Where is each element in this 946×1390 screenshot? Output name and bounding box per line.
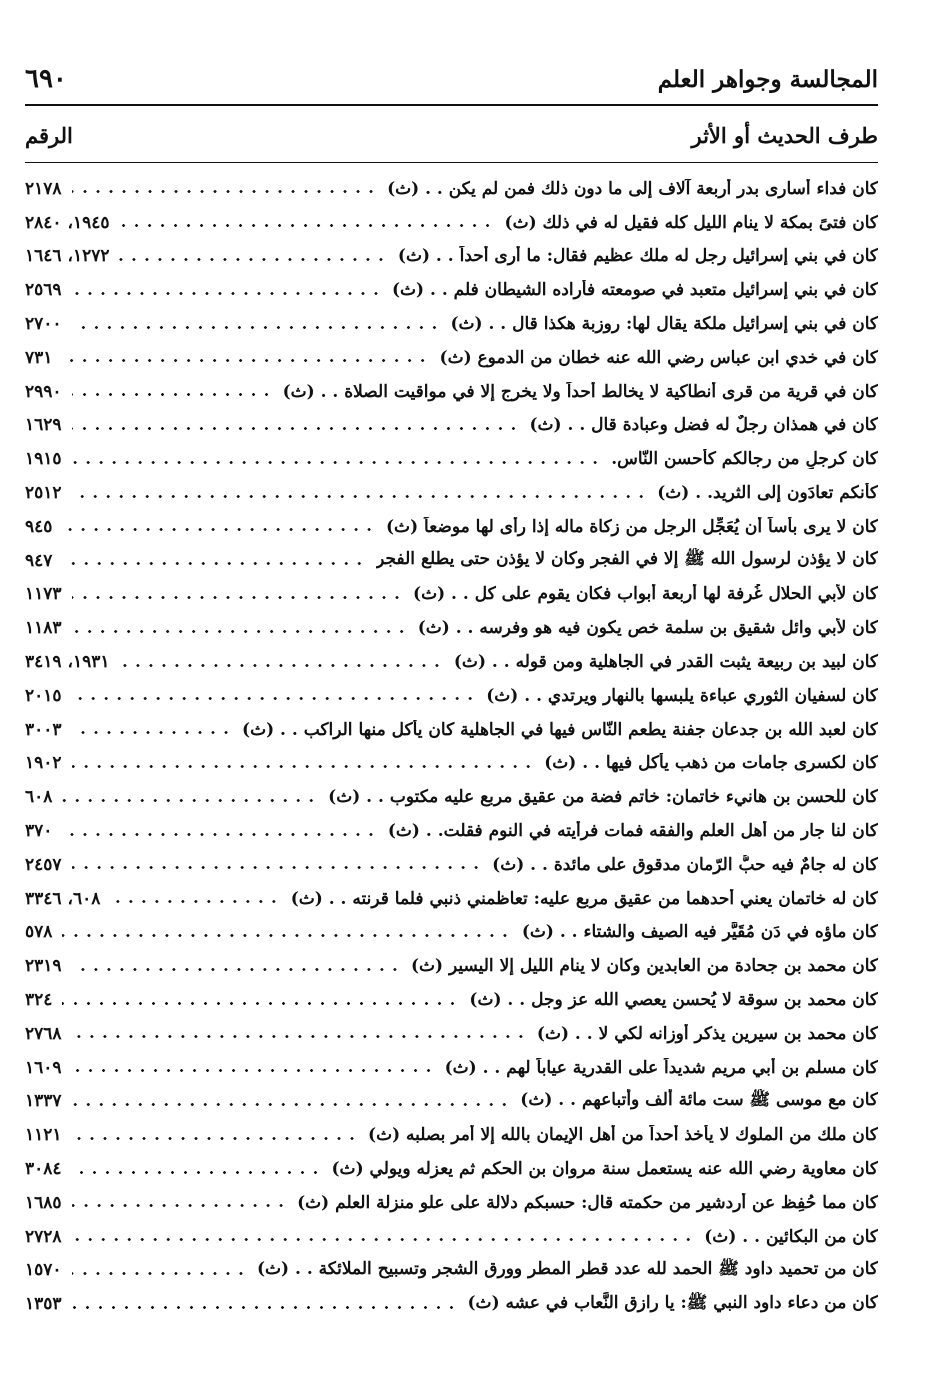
dot-leader <box>72 1171 322 1174</box>
index-entry <box>25 747 878 781</box>
entry-number: ٢٧٠٠ <box>25 314 62 335</box>
entry-number: ١٢٧٢، ١٦٤٦ <box>25 246 110 267</box>
index-entry <box>25 544 878 578</box>
entry-number: ٩٤٧ <box>25 550 53 571</box>
index-entry <box>25 409 878 443</box>
entry-number: ٢١٧٨ <box>25 178 62 199</box>
index-entry <box>25 645 878 679</box>
dot-leader <box>72 1035 527 1038</box>
entry-text: كان في همذان رجلٌ له فضل وعبادة قال . . (ث) <box>529 415 878 436</box>
index-entry <box>25 341 878 375</box>
entry-text: كان في خدي ابن عباس رضي الله عنه خطان من الدموع (ث) <box>439 347 878 368</box>
page-number: ٦٩٠ <box>25 64 67 94</box>
entry-number: ١٩٣١، ٣٤١٩ <box>25 652 110 673</box>
index-entry <box>25 1152 878 1186</box>
entry-text: كان له جامٌ فيه حبُّ الرّمان مدقوق على مائدة . . (ث) <box>492 854 878 875</box>
entry-text: كان لكسرى جامات من ذهب يأكل فيها . . (ث) <box>544 753 878 774</box>
dot-leader <box>62 799 318 802</box>
entry-number: ٦٠٨، ٣٣٤٦ <box>25 888 101 909</box>
dot-leader <box>72 326 441 329</box>
entry-number: ١١٨٣ <box>25 618 62 639</box>
entry-text: كان لأبي الحلال غُرفة لها أربعة أبواب فكان يقوم على كل . . (ث) <box>413 584 878 605</box>
entry-text: كان له خاتمان يعني أحدهما من عقيق مربع عليه: تعاظمني ذنبي فلما قرنته . . (ث) <box>290 888 878 909</box>
index-entry <box>25 172 878 206</box>
index-entry <box>25 780 878 814</box>
dot-leader <box>72 630 408 633</box>
entry-text: كان ملك من الملوك لا يأخذ أحداً من أهل الإيمان بالله إلا أمر بصلبه (ث) <box>368 1125 878 1146</box>
index-entry <box>25 1118 878 1152</box>
entry-number: ٢٥١٢ <box>25 483 62 504</box>
dot-leader <box>119 664 443 667</box>
dot-leader <box>72 731 233 734</box>
index-entry <box>25 949 878 983</box>
entry-text: كان ماؤه في دَن مُقَيَّر فيه الصيف والشتاء . . (ث) <box>521 922 878 943</box>
entry-number: ١٣٣٧ <box>25 1091 62 1112</box>
entry-text: كان مع موسى ﷺ ست مائة ألف وأتباعهم . . (ث) <box>520 1089 878 1110</box>
entry-text: كان معاوية رضي الله عنه يستعمل سنة مروان بن الحكم ثم يعزله ويولي (ث) <box>331 1159 878 1179</box>
entry-text: كان لسفيان الثوري عباءة يلبسها بالنهار ويرتدي . . (ث) <box>486 685 878 706</box>
dot-leader <box>72 393 273 396</box>
index-entry <box>25 1186 878 1220</box>
dot-leader <box>72 1103 511 1106</box>
entry-number: ١٩٠٢ <box>25 753 62 774</box>
entry-number: ٧٣١ <box>25 347 53 368</box>
entry-number: ١٦٨٥ <box>25 1192 62 1213</box>
entry-text: كان في بني إسرائيل متعبد في صومعته فأراده الشيطان فلم . . (ث) <box>392 280 878 301</box>
entry-number: ٣٢٤ <box>25 990 53 1011</box>
dot-leader <box>72 190 378 193</box>
dot-leader <box>72 765 535 768</box>
entry-text: كان فتىً بمكة لا ينام الليل كله فقيل له في ذلك (ث) <box>504 212 878 233</box>
dot-leader <box>62 359 429 362</box>
entry-text: كان في بني إسرائيل رجل له ملك عظيم فقال: ما أرى أحداً . . (ث) <box>397 246 878 267</box>
entry-text: كان كرجلٍ من رجالكم كأحسن النّاس. <box>611 449 878 470</box>
entry-text: كان مسلم بن أبي مريم شديداً على القدرية عياباً لهم . . (ث) <box>444 1057 878 1078</box>
dot-leader <box>72 495 648 498</box>
dot-leader <box>62 934 511 937</box>
entry-number: ٢٤٥٧ <box>25 854 62 875</box>
entry-text: كان من تحميد داود ﷺ الحمد لله عدد قطر المطر وورق الشجر وتسبيح الملائكة . . (ث) <box>256 1258 878 1279</box>
entry-number: ٦٠٨ <box>25 787 53 808</box>
index-entry <box>25 611 878 645</box>
index-entry <box>25 882 878 916</box>
entry-number: ٣٧٠ <box>25 821 53 842</box>
dot-leader <box>72 292 382 295</box>
index-entry <box>25 1085 878 1119</box>
dot-leader <box>72 1137 359 1140</box>
entry-number: ٩٤٥ <box>25 516 53 537</box>
index-entry <box>25 1254 878 1288</box>
index-entry <box>25 375 878 409</box>
index-entry <box>25 814 878 848</box>
index-entry <box>25 240 878 274</box>
index-entries <box>25 172 878 1321</box>
entry-number: ٥٧٨ <box>25 922 53 943</box>
entry-number: ٢٥٦٩ <box>25 280 62 301</box>
index-entry <box>25 206 878 240</box>
entry-text: كان محمد بن سيرين يذكر أوزانه لكي لا . . (ث) <box>536 1023 878 1044</box>
entry-number: ٢٧٦٨ <box>25 1023 62 1044</box>
entry-text: كان لبيد بن ربيعة يثبت القدر في الجاهلية ومن قوله . . (ث) <box>453 652 878 673</box>
entry-number: ٢٧٢٨ <box>25 1226 62 1247</box>
index-entry <box>25 442 878 476</box>
header-divider <box>25 104 878 106</box>
index-entry <box>25 713 878 747</box>
dot-leader <box>72 1306 458 1309</box>
dot-leader <box>72 866 483 869</box>
entry-text: كان لا يرى بأساً أن يُعَجِّل الرجل من زكاة ماله إذا رأى لها موضعاً (ث) <box>386 516 878 537</box>
index-entry <box>25 476 878 510</box>
index-entry <box>25 510 878 544</box>
index-entry <box>25 916 878 950</box>
column-headers <box>25 112 878 158</box>
entry-number: ١٥٧٠ <box>25 1260 62 1281</box>
entry-text: كان مما حُفِظ عن أردشير من حكمته قال: حسبكم دلالة على علو منزلة العلم (ث) <box>297 1192 878 1213</box>
dot-leader <box>72 1238 695 1241</box>
index-entry <box>25 578 878 612</box>
hadith-column-header: طرف الحديث أو الأثر <box>691 122 878 148</box>
index-entry <box>25 1287 878 1321</box>
dot-leader <box>72 427 520 430</box>
dot-leader <box>62 528 376 531</box>
entry-text: كان فداء أسارى بدر أربعة آلاف إلى ما دون ذلك فمن لم يكن . . (ث) <box>387 178 878 199</box>
book-title: المجالسة وجواهر العلم <box>657 65 878 93</box>
dot-leader <box>72 461 602 464</box>
entry-text: كان محمد بن جحادة من العابدين وكان لا ينام الليل إلا اليسير (ث) <box>410 956 878 977</box>
entry-text: كأنكم تعادَون إلى الثريد. . (ث) <box>657 483 878 504</box>
entry-number: ٢٠١٥ <box>25 685 62 706</box>
entry-number: ١٦٢٩ <box>25 415 62 436</box>
index-entry <box>25 983 878 1017</box>
entry-number: ١٩٤٥، ٢٨٤٠ <box>25 212 110 233</box>
entry-number: ١١٧٣ <box>25 584 62 605</box>
entry-text: كان محمد بن سوقة لا يُحسن يعصي الله عز وجل . . (ث) <box>469 990 878 1011</box>
entry-number: ٢٩٩٠ <box>25 381 62 402</box>
entry-text: كان في قرية من قرى أنطاكية لا يخالط أحداً ولا يخرج إلا في مواقيت الصلاة . . (ث) <box>282 381 878 402</box>
columns-divider <box>25 162 878 163</box>
dot-leader <box>72 1069 435 1072</box>
index-entry <box>25 848 878 882</box>
entry-number: ٢٣١٩ <box>25 956 62 977</box>
entry-number: ٣٠٨٤ <box>25 1159 62 1179</box>
dot-leader <box>72 968 401 971</box>
index-entry <box>25 307 878 341</box>
entry-number: ١١٢١ <box>25 1125 62 1146</box>
dot-leader <box>62 1002 459 1005</box>
dot-leader <box>72 1204 288 1207</box>
page-header <box>25 56 878 102</box>
entry-number: ١٦٠٩ <box>25 1057 62 1078</box>
dot-leader <box>119 224 494 227</box>
entry-number: ١٩١٥ <box>25 449 62 470</box>
entry-text: كان لعبد الله بن جدعان جفنة يطعم النّاس فيها في الجاهلية كان يأكل منها الراكب . . (ث) <box>242 719 878 740</box>
dot-leader <box>110 900 280 903</box>
entry-text: كان في بني إسرائيل ملكة يقال لها: روزبة هكذا قال . . (ث) <box>450 314 878 335</box>
entry-text: كان لأبي وائل شقيق بن سلمة خص يكون فيه هو وفرسه . . (ث) <box>417 618 878 639</box>
index-entry <box>25 1017 878 1051</box>
index-entry <box>25 1220 878 1254</box>
dot-leader <box>119 258 387 261</box>
entry-number: ٣٠٠٣ <box>25 719 62 740</box>
entry-text: كان لنا جار من أهل العلم والفقه فمات فرأيته في النوم فقلت. . (ث) <box>387 821 878 842</box>
dot-leader <box>72 596 404 599</box>
entry-text: كان لا يؤذن لرسول الله ﷺ إلا في الفجر وكان لا يؤذن حتى يطلع الفجر <box>376 549 878 570</box>
index-entry <box>25 273 878 307</box>
dot-leader <box>72 1272 247 1275</box>
index-entry <box>25 1051 878 1085</box>
entry-text: كان من البكائين . . (ث) <box>704 1226 878 1247</box>
entry-number: ١٣٥٣ <box>25 1294 62 1315</box>
dot-leader <box>62 562 366 565</box>
dot-leader <box>72 697 477 700</box>
entry-text: كان للحسن بن هانيء خاتمان: خاتم فضة من عقيق مربع عليه مكتوب . . (ث) <box>328 787 878 808</box>
number-column-header: الرقم <box>25 122 73 148</box>
index-entry <box>25 679 878 713</box>
dot-leader <box>62 833 377 836</box>
entry-text: كان من دعاء داود النبي ﷺ: يا رازق النَّعاب في عشه (ث) <box>467 1292 878 1313</box>
